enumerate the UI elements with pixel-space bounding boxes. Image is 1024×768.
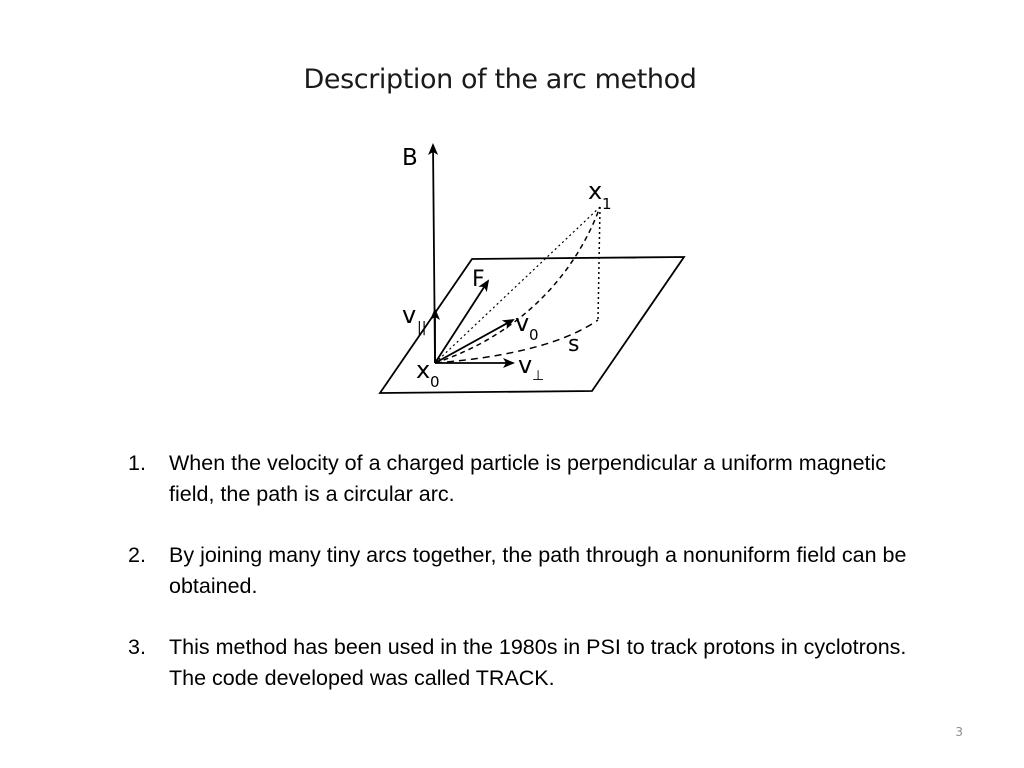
s-label: s [568,332,580,357]
list-item [128,540,928,602]
f-label: F [472,267,485,292]
v-perp-subscript: ⊥ [532,368,545,384]
arc-method-diagram [370,135,700,405]
x0-subscript: 0 [430,373,440,391]
list-item-number: 2. [128,543,146,567]
v-parallel-subscript: || [417,320,427,336]
v0-subscript: 0 [529,326,539,344]
numbered-list [128,448,928,724]
page-number: 3 [955,725,963,739]
list-item-text: By joining many tiny arcs together, the path through a nonuniform field can be obtained. [169,543,907,598]
v0-arrow [435,320,513,363]
x0-label: x [416,356,431,384]
x1-subscript: 1 [602,195,612,213]
list-item [128,632,928,694]
v0-label: v [515,309,530,337]
slide-title: Description of the arc method [303,64,697,95]
x1-label: x [588,177,603,205]
list-item-text: When the velocity of a charged particle is perpendicular a uniform magnetic field, the path is a circular arc. [169,451,887,506]
x1-drop-line [598,207,600,320]
force-arrow [435,281,488,363]
list-item [128,448,928,510]
list-item-text: This method has been used in the 1980s in PSI to track protons in cyclotrons. The code developed was called TRACK. [169,635,907,690]
list-item-number: 1. [128,451,146,475]
v-parallel-label: v [402,301,417,329]
v-perp-label: v [518,351,533,379]
b-label: B [402,145,418,171]
list-item-number: 3. [128,635,146,659]
